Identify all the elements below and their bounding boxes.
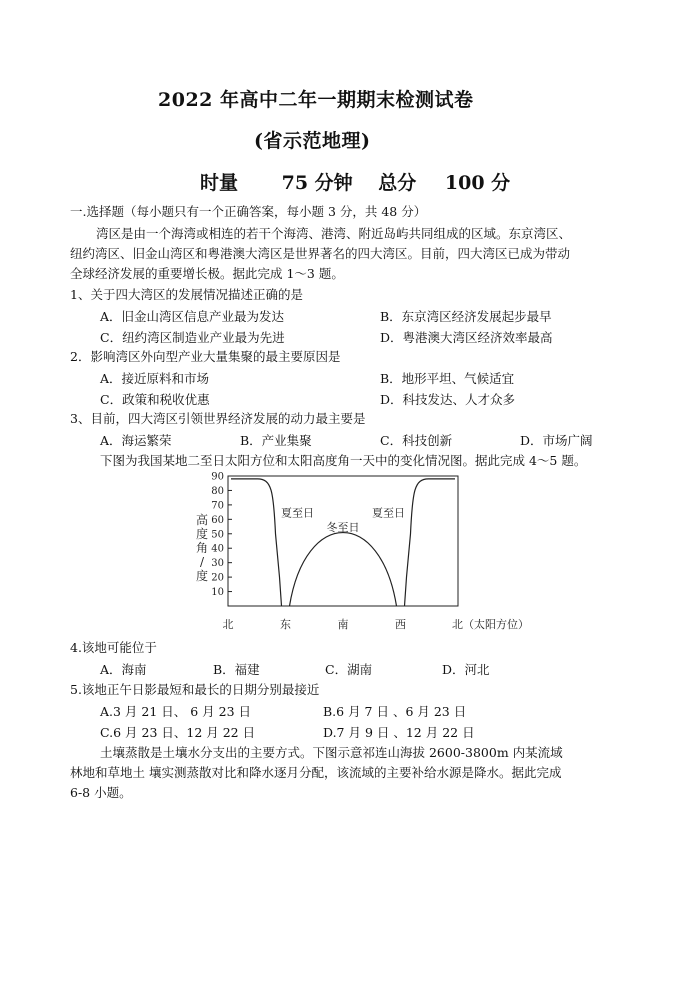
- y-tick-label: 60: [211, 514, 224, 526]
- x-tick-label: 南: [337, 618, 349, 631]
- y-tick-label: 20: [211, 572, 224, 584]
- plot-frame: [228, 476, 458, 606]
- y-tick-label: 10: [211, 587, 224, 599]
- section-heading: 一.选择题（每小题只有一个正确答案，每小题 3 分，共 48 分）: [70, 204, 427, 219]
- y-tick-label: 30: [211, 558, 224, 570]
- question-stem: 5.该地正午日影最短和最长的日期分别最接近: [70, 682, 320, 697]
- series-summer-evening-line: [405, 479, 456, 606]
- passage-line: 土壤蒸散是土壤水分支出的主要方式。下图示意祁连山海拔 2600-3800m 内某流域: [100, 745, 563, 760]
- score-label: 总分: [378, 172, 417, 194]
- x-tick-label: 北（太阳方位）: [452, 618, 529, 631]
- x-tick-label: 东: [280, 618, 291, 631]
- option-b: B．福建: [213, 662, 260, 677]
- question-stem: 2．影响湾区外向型产业大量集聚的最主要原因是: [70, 349, 341, 364]
- option-b: B.6 月 7 日 、6 月 23 日: [323, 704, 467, 719]
- series-label-winter: 冬至日: [326, 520, 360, 534]
- option-a: A.3 月 21 日、 6 月 23 日: [100, 704, 252, 719]
- option-a: A．接近原料和市场: [100, 371, 210, 386]
- y-axis-label-char: /: [199, 555, 205, 569]
- exam-time-score: [200, 168, 510, 195]
- passage-line: 6-8 小题。: [70, 785, 132, 800]
- option-d: D．市场广阔: [520, 433, 593, 448]
- time-label: 时量: [200, 172, 239, 194]
- option-b: B．产业集聚: [240, 433, 312, 448]
- passage-line: 湾区是由一个海湾或相连的若干个海湾、港湾、附近岛屿共同组成的区域。东京湾区、: [96, 226, 572, 241]
- series-label-summer-right: 夏至日: [372, 506, 405, 520]
- y-tick-label: 50: [211, 529, 224, 541]
- solar-altitude-chart: [190, 468, 530, 636]
- passage-line: 全球经济发展的重要增长极。据此完成 1～3 题。: [70, 266, 344, 281]
- option-c: C．湖南: [325, 662, 373, 677]
- figure-intro: 下图为我国某地二至日太阳方位和太阳高度角一天中的变化情况图。据此完成 4～5 题。: [100, 453, 587, 468]
- option-b: B．地形平坦、气候适宜: [380, 371, 515, 386]
- exam-title: 2022 年高中二年一期期末检测试卷: [158, 89, 474, 111]
- option-a: A．旧金山湾区信息产业最为发达: [100, 309, 285, 324]
- y-axis-label-char: 角: [195, 541, 209, 555]
- option-d: D．科技发达、人才众多: [380, 392, 516, 407]
- question-stem: 1、关于四大湾区的发展情况描述正确的是: [70, 287, 303, 302]
- y-tick-label: 80: [211, 485, 224, 497]
- x-tick-label: 北: [222, 618, 234, 631]
- exam-subtitle: (省示范地理): [254, 130, 371, 152]
- series-winter-line: [290, 533, 397, 606]
- option-a: A．海南: [100, 662, 147, 677]
- series-label-summer-left: 夏至日: [281, 506, 314, 520]
- passage-line: 纽约湾区、旧金山湾区和粤港澳大湾区是世界著名的四大湾区。目前，四大湾区已成为带动: [70, 246, 571, 261]
- passage-line: 林地和草地土 壤实测蒸散对比和降水逐月分配，该流域的主要补给水源是降水。据此完成: [70, 765, 562, 780]
- option-d: D．河北: [442, 662, 490, 677]
- option-c: C．纽约湾区制造业产业最为先进: [100, 330, 285, 345]
- option-d: D.7 月 9 日 、12 月 22 日: [323, 725, 475, 740]
- option-a: A．海运繁荣: [100, 433, 172, 448]
- y-tick-label: 70: [211, 500, 224, 512]
- y-axis-label-char: 高: [195, 513, 209, 527]
- question-stem: 3、目前，四大湾区引领世界经济发展的动力最主要是: [70, 411, 366, 426]
- option-c: C．政策和税收优惠: [100, 392, 210, 407]
- y-axis-label-char: 度: [195, 527, 209, 541]
- y-tick-label: 90: [211, 471, 224, 483]
- y-axis-label: [196, 512, 208, 583]
- option-b: B．东京湾区经济发展起步最早: [380, 309, 552, 324]
- option-c: C.6 月 23 日、12 月 22 日: [100, 725, 256, 740]
- y-tick-label: 40: [211, 543, 224, 555]
- option-d: D．粤港澳大湾区经济效率最高: [380, 330, 553, 345]
- x-tick-label: 西: [395, 618, 406, 631]
- series-summer-morning-line: [231, 479, 282, 606]
- y-axis-label-char: 度: [195, 569, 209, 583]
- score-value: 100 分: [444, 172, 511, 194]
- time-value: 75 分钟: [281, 172, 353, 194]
- option-c: C．科技创新: [380, 433, 453, 448]
- question-stem: 4.该地可能位于: [70, 640, 157, 655]
